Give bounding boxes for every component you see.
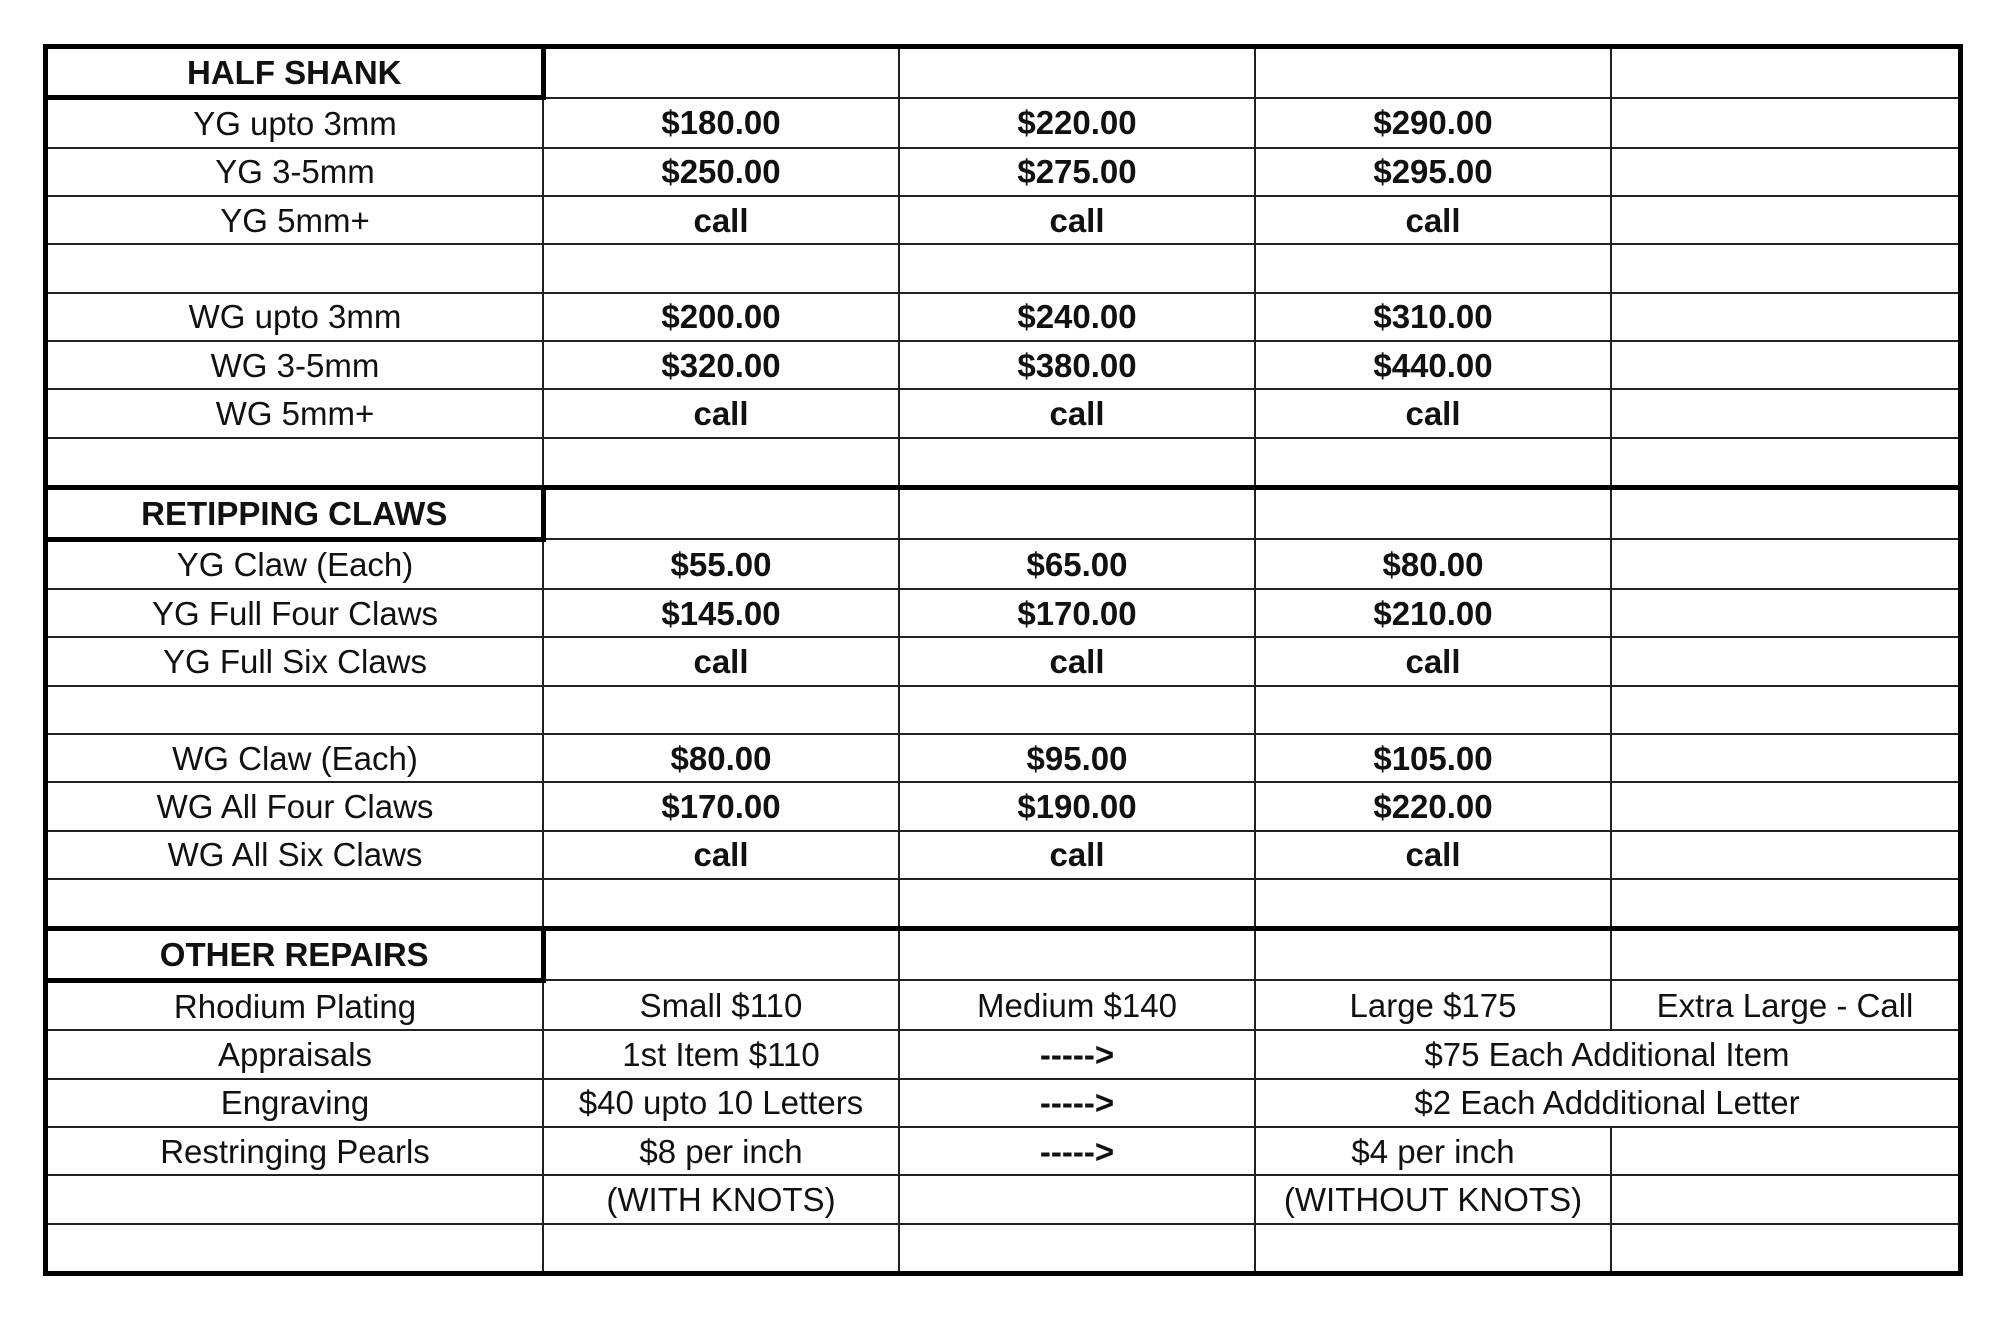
- with-knots-note: (WITH KNOTS): [543, 1175, 899, 1223]
- row-label: WG 3-5mm: [48, 341, 543, 389]
- price-cell: call: [899, 831, 1255, 879]
- price-cell: $190.00: [899, 782, 1255, 830]
- price-cell: call: [543, 389, 899, 437]
- price-cell: $170.00: [543, 782, 899, 830]
- table-row: [48, 98, 1958, 148]
- table-row-blank: [48, 244, 1958, 292]
- table-row: [48, 637, 1958, 685]
- price-cell: call: [1255, 831, 1611, 879]
- price-cell: $295.00: [1255, 148, 1611, 196]
- price-cell: call: [543, 196, 899, 244]
- price-cell: $250.00: [543, 148, 899, 196]
- rhodium-extra-large: Extra Large - Call: [1611, 980, 1958, 1030]
- section-title-other-repairs: OTHER REPAIRS: [48, 929, 543, 980]
- row-label: YG Full Four Claws: [48, 589, 543, 637]
- table-row: [48, 929, 1958, 980]
- appraisal-additional: $75 Each Additional Item: [1255, 1030, 1958, 1078]
- price-cell: $180.00: [543, 98, 899, 148]
- price-cell: call: [899, 389, 1255, 437]
- arrow-indicator: ----->: [899, 1079, 1255, 1127]
- row-label: Rhodium Plating: [48, 980, 543, 1030]
- price-cell: $55.00: [543, 539, 899, 589]
- table-row: [48, 196, 1958, 244]
- row-label: Appraisals: [48, 1030, 543, 1078]
- price-cell: call: [1255, 389, 1611, 437]
- price-cell: $240.00: [899, 293, 1255, 341]
- arrow-indicator: ----->: [899, 1127, 1255, 1175]
- price-cell: $310.00: [1255, 293, 1611, 341]
- table-row-blank: [48, 438, 1958, 488]
- engraving-first: $40 upto 10 Letters: [543, 1079, 899, 1127]
- price-cell: $80.00: [1255, 539, 1611, 589]
- table-row-knots-notes: [48, 1175, 1958, 1223]
- price-cell: $145.00: [543, 589, 899, 637]
- without-knots-note: (WITHOUT KNOTS): [1255, 1175, 1611, 1223]
- price-cell: call: [899, 196, 1255, 244]
- row-label: WG All Six Claws: [48, 831, 543, 879]
- price-cell: call: [1255, 196, 1611, 244]
- price-cell: call: [543, 637, 899, 685]
- table-row: [48, 589, 1958, 637]
- row-label: YG Full Six Claws: [48, 637, 543, 685]
- row-label: YG Claw (Each): [48, 539, 543, 589]
- price-cell: $170.00: [899, 589, 1255, 637]
- section-title-retipping-claws: RETIPPING CLAWS: [48, 488, 543, 539]
- price-cell: $220.00: [899, 98, 1255, 148]
- price-cell: $210.00: [1255, 589, 1611, 637]
- repair-price-table: [48, 49, 1958, 1271]
- row-label: WG Claw (Each): [48, 734, 543, 782]
- table-row-appraisals: [48, 1030, 1958, 1078]
- price-cell: call: [1255, 637, 1611, 685]
- table-row: [48, 782, 1958, 830]
- rhodium-medium: Medium $140: [899, 980, 1255, 1030]
- table-row: [48, 341, 1958, 389]
- row-label: WG 5mm+: [48, 389, 543, 437]
- price-cell: $200.00: [543, 293, 899, 341]
- table-row-rhodium: [48, 980, 1958, 1030]
- rhodium-large: Large $175: [1255, 980, 1611, 1030]
- table-row: [48, 734, 1958, 782]
- price-cell: call: [543, 831, 899, 879]
- row-label: YG 3-5mm: [48, 148, 543, 196]
- table-row: [48, 488, 1958, 539]
- appraisal-first-item: 1st Item $110: [543, 1030, 899, 1078]
- rhodium-small: Small $110: [543, 980, 899, 1030]
- price-cell: $80.00: [543, 734, 899, 782]
- row-label: Restringing Pearls: [48, 1127, 543, 1175]
- price-cell: $320.00: [543, 341, 899, 389]
- price-cell: $65.00: [899, 539, 1255, 589]
- table-row-engraving: [48, 1079, 1958, 1127]
- price-cell: $290.00: [1255, 98, 1611, 148]
- restringing-without-knots: $4 per inch: [1255, 1127, 1611, 1175]
- price-cell: $380.00: [899, 341, 1255, 389]
- restringing-with-knots: $8 per inch: [543, 1127, 899, 1175]
- row-label: YG 5mm+: [48, 196, 543, 244]
- row-label: YG upto 3mm: [48, 98, 543, 148]
- price-cell: $95.00: [899, 734, 1255, 782]
- table-row-blank: [48, 686, 1958, 734]
- price-cell: $105.00: [1255, 734, 1611, 782]
- price-cell: $275.00: [899, 148, 1255, 196]
- table-row-blank: [48, 879, 1958, 929]
- table-row: [48, 389, 1958, 437]
- price-sheet: [43, 44, 1963, 1276]
- row-label: WG All Four Claws: [48, 782, 543, 830]
- table-row: [48, 539, 1958, 589]
- arrow-indicator: ----->: [899, 1030, 1255, 1078]
- price-cell: call: [899, 637, 1255, 685]
- table-row: [48, 293, 1958, 341]
- row-label: Engraving: [48, 1079, 543, 1127]
- engraving-additional: $2 Each Addditional Letter: [1255, 1079, 1958, 1127]
- table-row-restringing: [48, 1127, 1958, 1175]
- table-row: [48, 148, 1958, 196]
- price-cell: $440.00: [1255, 341, 1611, 389]
- price-cell: $220.00: [1255, 782, 1611, 830]
- section-title-half-shank: HALF SHANK: [48, 49, 543, 98]
- table-row: [48, 831, 1958, 879]
- table-row: [48, 49, 1958, 98]
- row-label: WG upto 3mm: [48, 293, 543, 341]
- table-row-blank: [48, 1224, 1958, 1271]
